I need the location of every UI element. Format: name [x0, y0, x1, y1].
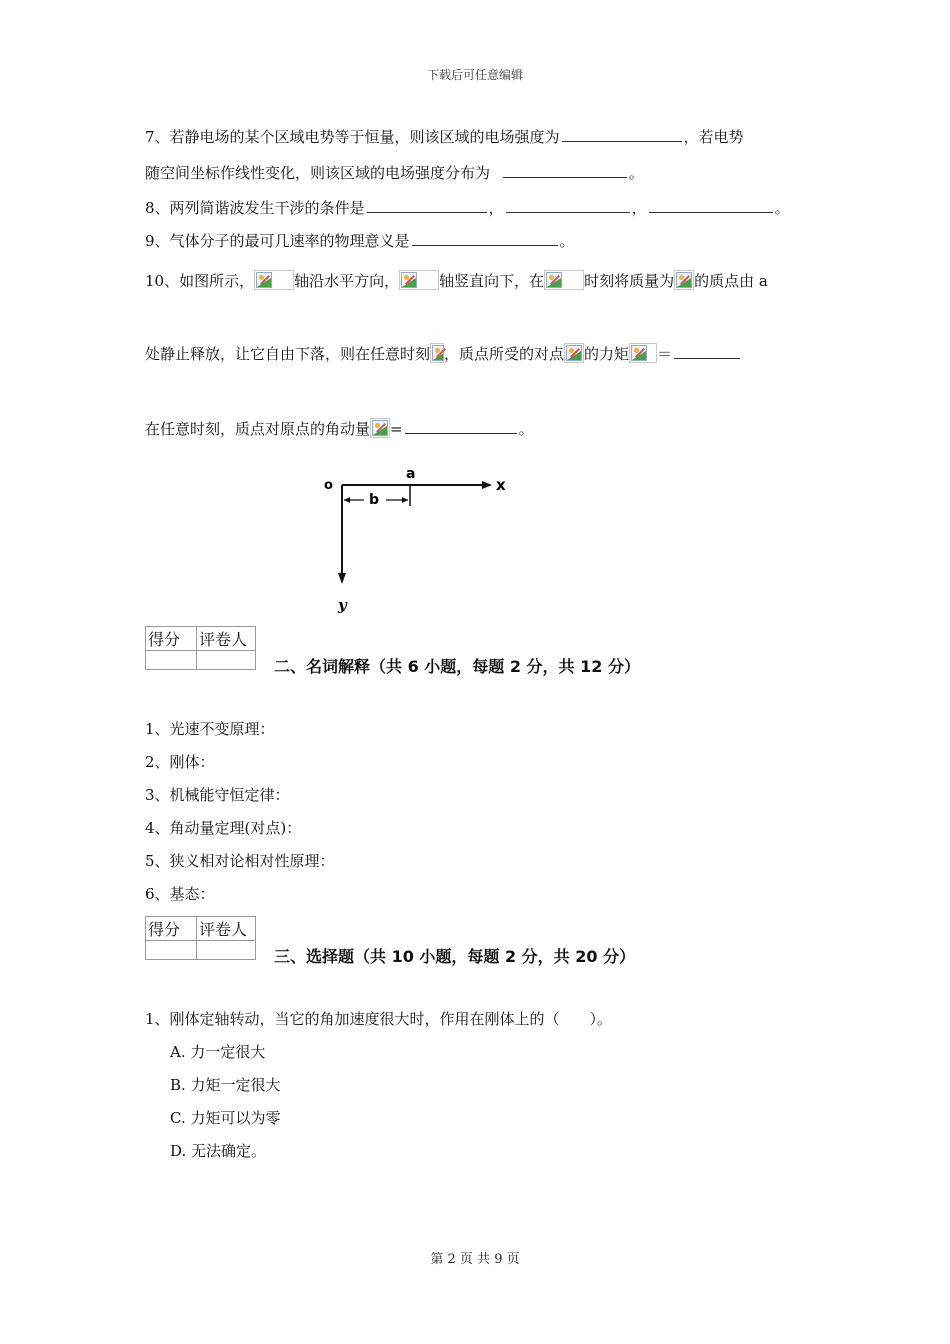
grader-cell[interactable]	[197, 651, 256, 670]
q8-sep-1: ，	[488, 199, 504, 217]
q10-p6: 处静止释放，让它自由下落，则在任意时刻	[145, 345, 431, 363]
broken-image-icon	[399, 270, 439, 290]
q8-blank-1[interactable]	[367, 198, 487, 213]
score-box-section-2	[145, 626, 256, 670]
grader-label: 评卷人	[197, 917, 256, 941]
score-label: 得分	[146, 627, 197, 651]
q10-p3: 轴竖直向下，在	[439, 272, 545, 290]
q8-blank-3[interactable]	[649, 198, 773, 213]
question-7-line-1	[145, 126, 744, 148]
term-item: 1、光速不变原理：	[145, 720, 275, 738]
page-footer: 第 2 页 共 9 页	[430, 1252, 520, 1267]
q7-blank-1[interactable]	[562, 127, 682, 142]
term-item: 4、角动量定理(对点)：	[145, 819, 302, 837]
q7-text-3: 随空间坐标作线性变化，则该区域的电场强度分布为	[145, 164, 491, 182]
q10-p12: 。	[518, 420, 534, 438]
q9-blank[interactable]	[412, 231, 558, 246]
q10-p8: 的力矩	[584, 345, 630, 363]
q10-p5: 的质点由 a	[694, 272, 768, 290]
broken-image-icon	[564, 343, 584, 363]
section-3-title: 三、选择题（共 10 小题，每题 2 分，共 20 分）	[274, 947, 636, 966]
section-2-title: 二、名词解释（共 6 小题，每题 2 分，共 12 分）	[274, 657, 640, 676]
option-d[interactable]: D. 无法确定。	[170, 1142, 267, 1160]
y-label: y	[338, 596, 347, 614]
broken-image-icon	[629, 343, 657, 363]
question-10-line-2	[145, 343, 742, 365]
option-b[interactable]: B. 力矩一定很大	[170, 1076, 281, 1094]
q10-p7: ，质点所受的对点	[444, 345, 565, 363]
score-label: 得分	[146, 917, 197, 941]
a-label: a	[406, 466, 416, 482]
page-header: 下载后可任意编辑	[426, 68, 523, 82]
question-10-line-1	[145, 270, 768, 292]
q9-text: 9、气体分子的最可几速率的物理意义是	[145, 232, 410, 250]
score-cell[interactable]	[146, 941, 197, 960]
q8-text: 8、两列简谐波发生干涉的条件是	[145, 199, 365, 217]
term-item: 3、机械能守恒定律：	[145, 786, 290, 804]
option-c[interactable]: C. 力矩可以为零	[170, 1109, 281, 1127]
q7-text: 7、若静电场的某个区域电势等于恒量，则该区域的电场强度为	[145, 128, 560, 146]
grader-label: 评卷人	[197, 627, 256, 651]
grader-cell[interactable]	[197, 941, 256, 960]
q10-p2: 轴沿水平方向，	[294, 272, 400, 290]
coordinate-diagram	[316, 462, 516, 616]
b-label: b	[369, 492, 380, 508]
b-dim-arrow-left	[344, 497, 350, 503]
broken-image-icon	[430, 343, 444, 363]
q8-sep-2: ，	[631, 199, 647, 217]
x-axis-arrow	[482, 481, 492, 489]
q10-blank-torque[interactable]	[674, 344, 740, 359]
q8-blank-2[interactable]	[506, 198, 630, 213]
question-8	[145, 197, 790, 219]
broken-image-icon	[254, 270, 294, 290]
term-item: 6、基态：	[145, 885, 215, 903]
q10-p4: 时刻将质量为	[584, 272, 675, 290]
term-item: 2、刚体：	[145, 753, 215, 771]
choice-question-1: 1、刚体定轴转动，当它的角加速度很大时，作用在刚体上的（ ）。	[145, 1010, 613, 1028]
q7-text-4: 。	[628, 164, 644, 182]
q7-blank-2[interactable]	[503, 163, 627, 178]
question-9	[145, 230, 575, 252]
broken-image-icon	[544, 270, 584, 290]
option-a[interactable]: A. 力一定很大	[170, 1043, 266, 1061]
broken-image-icon	[674, 270, 694, 290]
term-item: 5、狭义相对论相对性原理：	[145, 852, 335, 870]
q10-p9: ＝	[657, 345, 673, 363]
score-box-section-3	[145, 916, 256, 960]
score-cell[interactable]	[146, 651, 197, 670]
q10-p1: 10、如图所示，	[145, 272, 255, 290]
x-label: x	[496, 476, 506, 494]
question-10-line-3	[145, 418, 534, 440]
b-dim-arrow-right	[402, 497, 408, 503]
broken-image-icon	[370, 418, 390, 438]
y-axis-arrow	[338, 573, 346, 584]
q9-end: 。	[559, 232, 575, 250]
question-7-line-2	[145, 162, 644, 184]
q7-text-2: ，若电势	[683, 128, 744, 146]
q10-p10: 在任意时刻，质点对原点的角动量	[145, 420, 371, 438]
q10-p11: =	[390, 420, 403, 438]
q8-end: 。	[774, 199, 790, 217]
q10-blank-momentum[interactable]	[405, 419, 517, 434]
origin-label: o	[324, 478, 333, 493]
